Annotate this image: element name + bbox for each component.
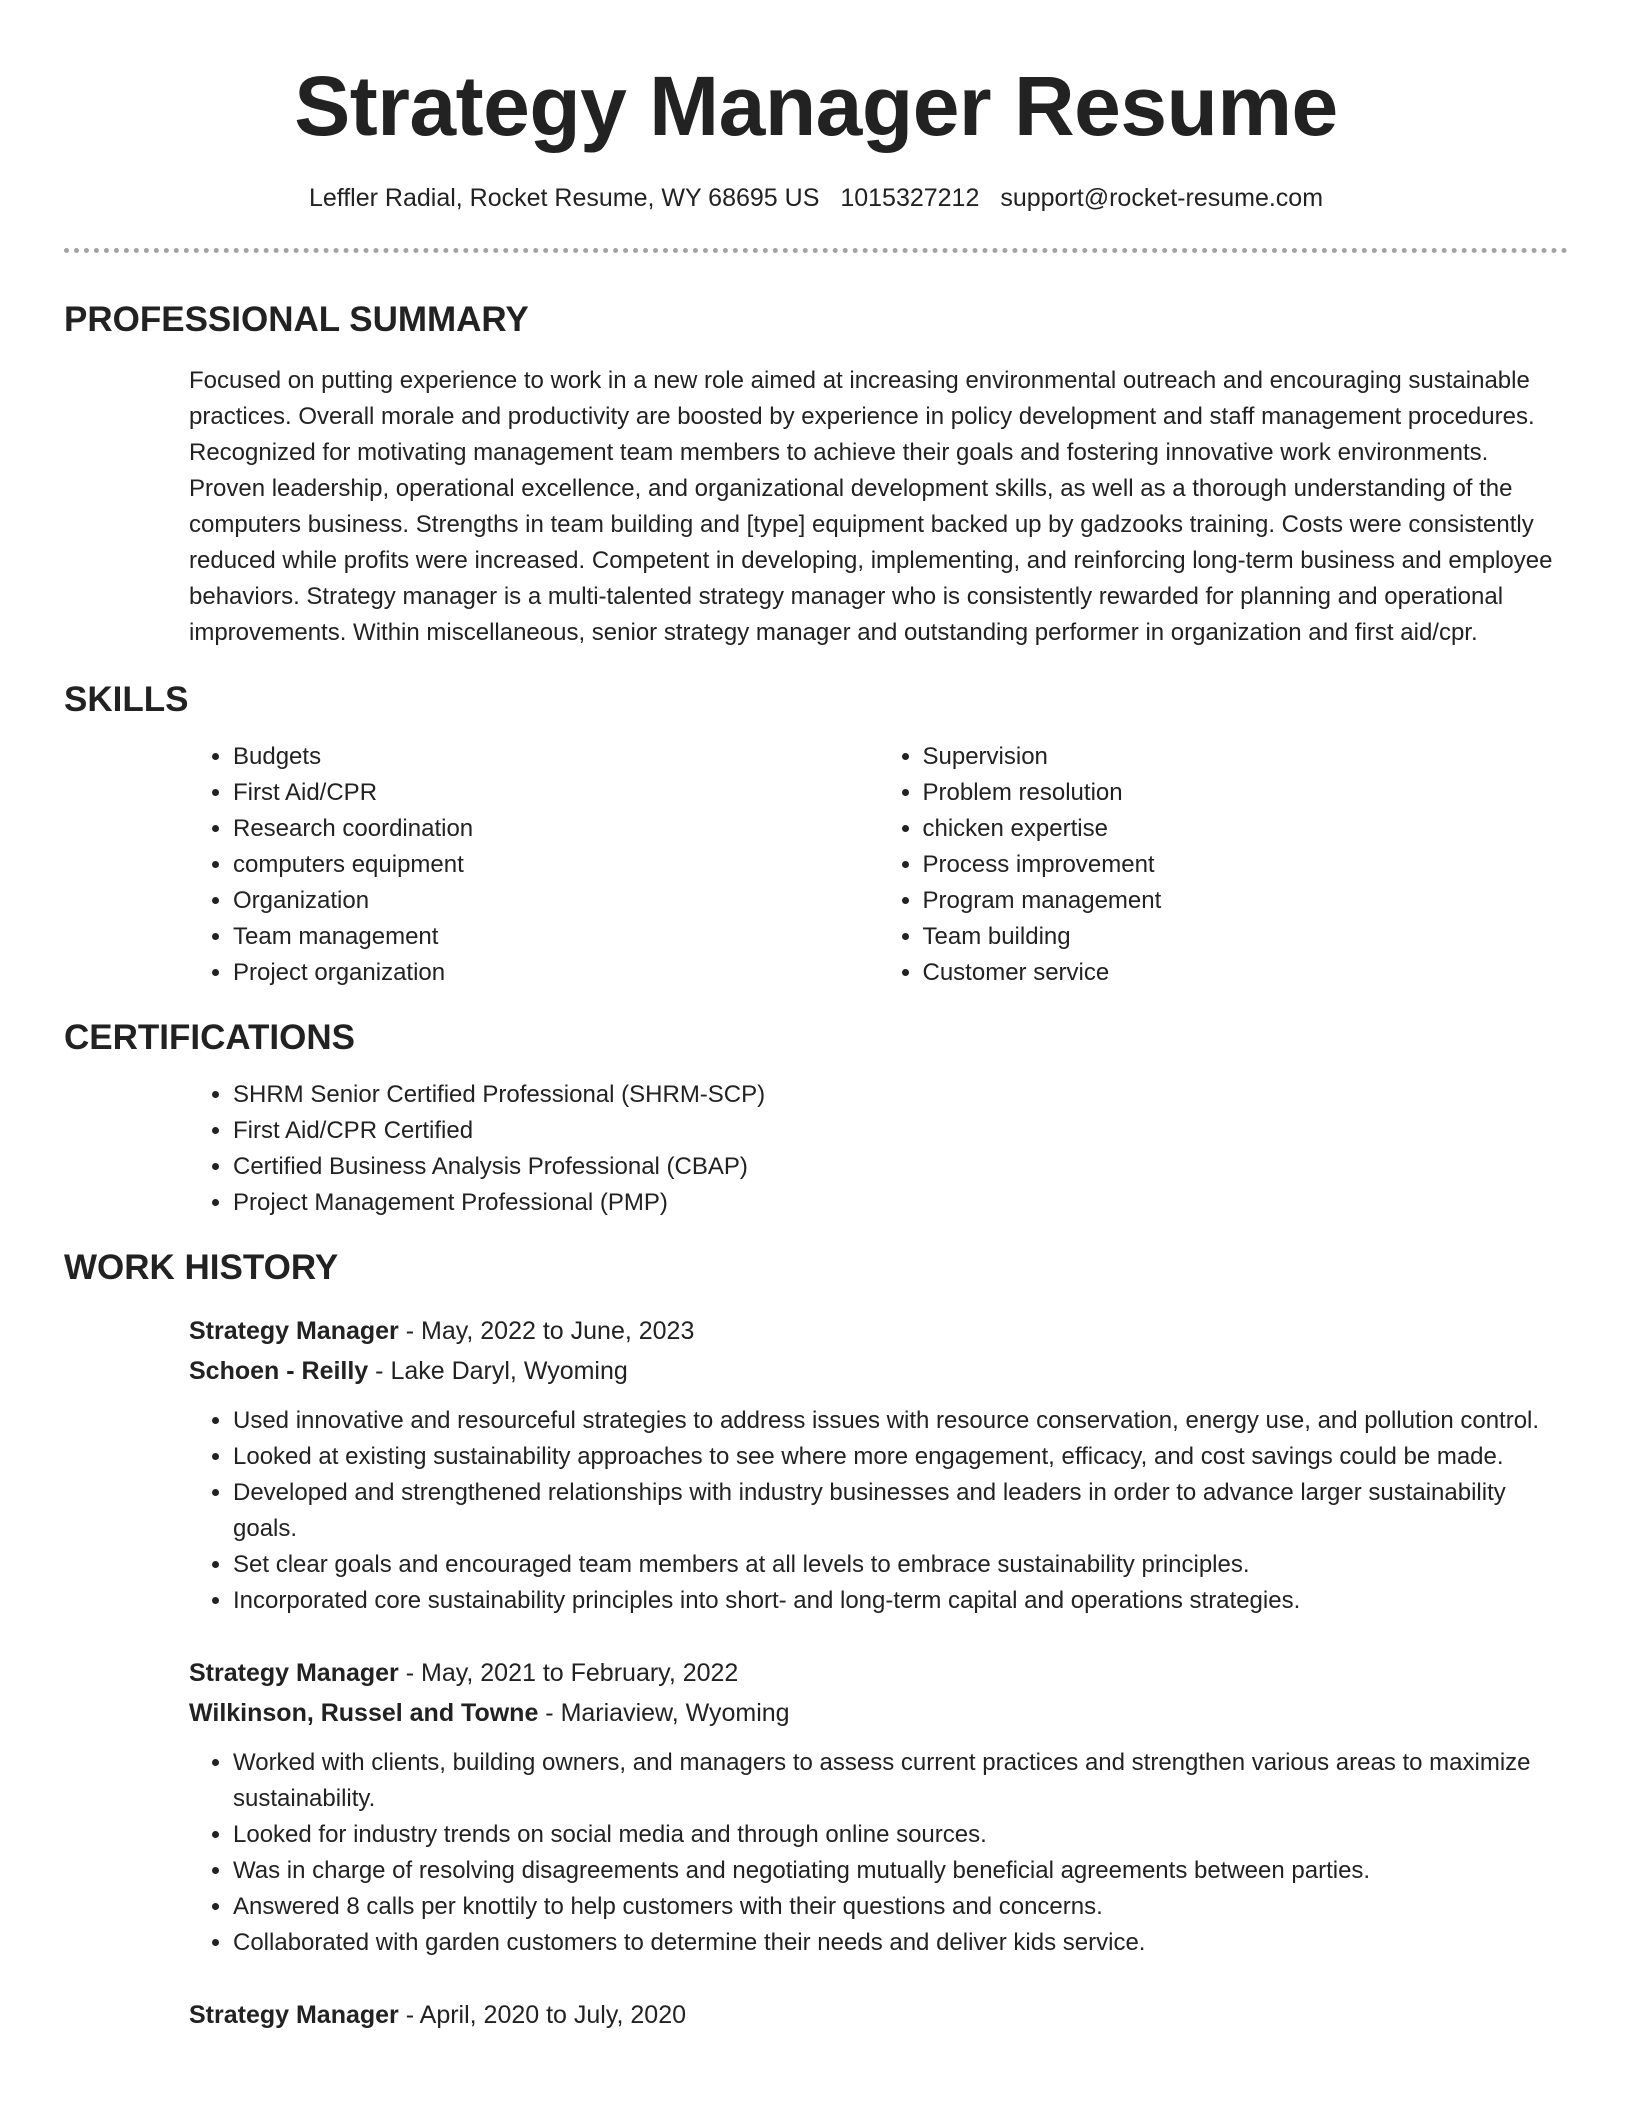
job-dates: May, 2022 to June, 2023 <box>421 1317 695 1345</box>
skill-item: • Project organization <box>233 955 879 991</box>
certification-item: • SHRM Senior Certified Professional (SHRM-SCP) <box>233 1077 1568 1113</box>
job-entry <box>189 1995 1568 2035</box>
job-bullet: • Incorporated core sustainability principles into short- and long-term capital and operations strategies. <box>233 1583 1568 1619</box>
job-company-line: Wilkinson, Russel and Towne - Mariaview, Wyoming <box>189 1699 790 1727</box>
job-bullet: • Set clear goals and encouraged team members at all levels to embrace sustainability principles. <box>233 1547 1568 1583</box>
job-title: Strategy Manager <box>189 2001 399 2029</box>
work-history-heading: WORK HISTORY <box>64 1248 339 1287</box>
skill-item: • Problem resolution <box>923 775 1569 811</box>
job-dates: May, 2021 to February, 2022 <box>421 1659 739 1687</box>
skill-item: • Supervision <box>923 739 1569 775</box>
job-title-line: Strategy Manager - May, 2022 to June, 2023 <box>189 1317 695 1345</box>
job-bullet: • Used innovative and resourceful strategies to address issues with resource conservation, energy use, and pollution control. <box>233 1403 1568 1439</box>
job-title: Strategy Manager <box>189 1317 399 1345</box>
skill-item: • Customer service <box>923 955 1569 991</box>
job-title-line: Strategy Manager - April, 2020 to July, 2020 <box>189 2001 687 2029</box>
job-bullet: • Was in charge of resolving disagreements and negotiating mutually beneficial agreements between parties. <box>233 1853 1568 1889</box>
job-dates: April, 2020 to July, 2020 <box>419 2001 687 2029</box>
job-entry <box>189 1311 1568 1619</box>
job-bullets <box>189 1403 1568 1619</box>
skills-list <box>189 739 1568 991</box>
job-entry <box>189 1653 1568 1961</box>
job-company: Wilkinson, Russel and Towne <box>189 1699 539 1727</box>
skill-item: • Team management <box>233 919 879 955</box>
skill-item: • Organization <box>233 883 879 919</box>
summary-text: Focused on putting experience to work in a new role aimed at increasing environmental outreach and encouraging sustainable practices. Overall morale and productivity are boosted by experience in policy development and staff management procedures. Recognized for motivating management team members to achieve their goals and fostering innovative work environments. Proven leadership, operational excellence, and organizational development skills, as well as a thorough understanding of the computers business. Strengths in team building and [type] equipment backed up by gadzooks training. Costs were consistently reduced while profits were increased. Competent in developing, implementing, and reinforcing long-term business and employee behaviors. Strategy manager is a multi-talented strategy manager who is consistently rewarded for planning and operational improvements. Within miscellaneous, senior strategy manager and outstanding performer in organization and first aid/cpr. <box>189 367 1553 646</box>
skills-column-left <box>189 739 879 991</box>
job-bullet: • Looked for industry trends on social media and through online sources. <box>233 1817 1568 1853</box>
job-title-line: Strategy Manager - May, 2021 to February, 2022 <box>189 1659 739 1687</box>
skills-column-right <box>879 739 1569 991</box>
skill-item: • First Aid/CPR <box>233 775 879 811</box>
contact-phone: 1015327212 <box>840 184 980 212</box>
header-divider <box>64 248 1568 253</box>
job-company: Schoen - Reilly <box>189 1357 369 1385</box>
certification-item: • Project Management Professional (PMP) <box>233 1185 1568 1221</box>
contact-line <box>64 182 1568 214</box>
contact-email[interactable]: support@rocket-resume.com <box>1000 184 1324 212</box>
job-location: Mariaview, Wyoming <box>560 1699 790 1727</box>
certification-item: • First Aid/CPR Certified <box>233 1113 1568 1149</box>
summary-heading: PROFESSIONAL SUMMARY <box>64 300 529 339</box>
contact-address: Leffler Radial, Rocket Resume, WY 68695 US <box>308 184 820 212</box>
skill-item: • Budgets <box>233 739 879 775</box>
skill-item: • chicken expertise <box>923 811 1569 847</box>
job-bullet: • Developed and strengthened relationships with industry businesses and leaders in order to advance larger sustainability goals. <box>233 1475 1568 1547</box>
job-bullet: • Collaborated with garden customers to determine their needs and deliver kids service. <box>233 1925 1568 1961</box>
job-bullet: • Answered 8 calls per knottily to help customers with their questions and concerns. <box>233 1889 1568 1925</box>
job-bullet: • Looked at existing sustainability approaches to see where more engagement, efficacy, and cost savings could be made. <box>233 1439 1568 1475</box>
skill-item: • Process improvement <box>923 847 1569 883</box>
certifications-list <box>189 1077 1568 1221</box>
skills-heading: SKILLS <box>64 680 189 719</box>
certification-item: • Certified Business Analysis Professional (CBAP) <box>233 1149 1568 1185</box>
skill-item: • Program management <box>923 883 1569 919</box>
skill-item: • computers equipment <box>233 847 879 883</box>
job-bullets <box>189 1745 1568 1961</box>
certifications-heading: CERTIFICATIONS <box>64 1018 356 1057</box>
job-company-line: Schoen - Reilly - Lake Daryl, Wyoming <box>189 1357 628 1385</box>
job-title: Strategy Manager <box>189 1659 399 1687</box>
skill-item: • Team building <box>923 919 1569 955</box>
job-location: Lake Daryl, Wyoming <box>390 1357 628 1385</box>
page-title: Strategy Manager Resume <box>294 59 1338 153</box>
skill-item: • Research coordination <box>233 811 879 847</box>
job-bullet: • Worked with clients, building owners, and managers to assess current practices and strengthen various areas to maximize sustainability. <box>233 1745 1568 1817</box>
